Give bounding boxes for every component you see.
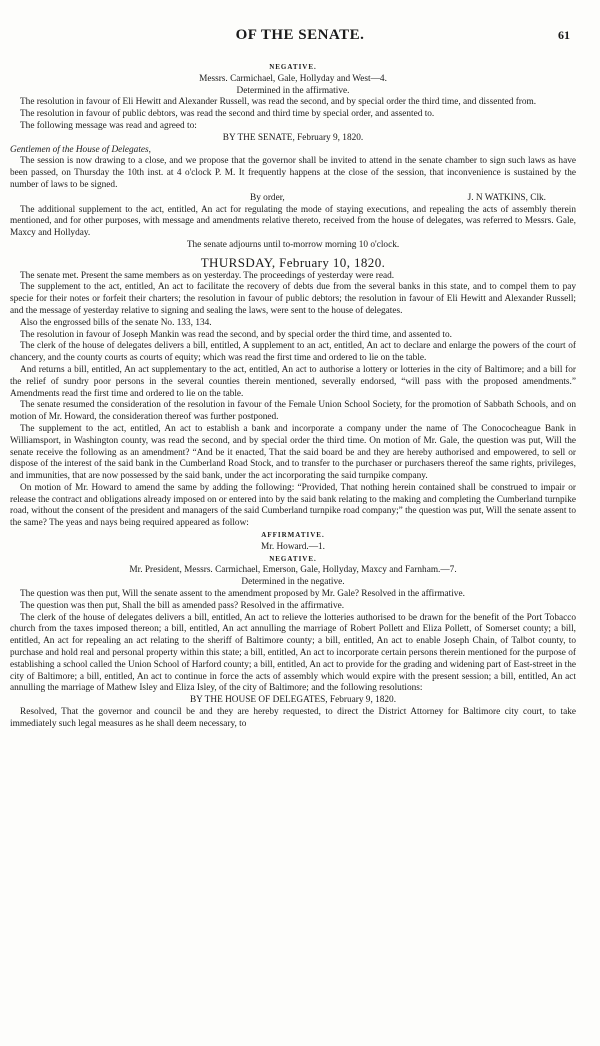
vote-result: Determined in the negative. [241,577,345,588]
paragraph: The supplement to the act, entitled, An act to facilitate the recovery of debts due from the several banks in this state, and to compel them to pay specie for their notes or forfeit their charters; the resolution in favour of public debtors; the resolution in favour of Eli Hewitt and Alexander Russell; and the message of yesterday relative to signing and sealing the laws, were sent to the house of delegates. [10,282,576,316]
message-dateline: BY THE SENATE, February 9, 1820. [222,132,364,143]
page-header [0,27,600,52]
paragraph: On motion of Mr. Howard to amend the same by adding the following: “Provided, That nothing herein contained shall be construed to impair or release the contract and obligations already imposed on or entered into by the said bank relating to the making and completing the Cumberland turnpike road, without the consent of the president and managers of the said Cumberland turnpike road company;” the question was put, Will the senate assent to the same? The yeas and nays being required appeared as follow: [10,482,576,529]
vote-names: Mr. Howard.—1. [260,541,326,552]
by-order: By order, [250,192,285,203]
paragraph: Resolved, That the governor and council be and they are hereby requested, to direct the District Attorney for Baltimore city court, to take immediately such legal measures as he shall deem necessary, to [10,707,576,729]
vote-heading-affirmative: AFFIRMATIVE. [261,531,325,540]
message-dateline: BY THE HOUSE OF DELEGATES, February 9, 1820. [189,695,397,706]
paragraph: Also the engrossed bills of the senate No. 133, 134. [20,317,212,328]
message-salutation: Gentlemen of the House of Delegates, [10,144,151,155]
page-number: 61 [558,28,570,42]
page-title: OF THE SENATE. [235,27,365,43]
vote-names: Messrs. Carmichael, Gale, Hollyday and West—4. [199,73,387,84]
paragraph: The question was then put, Will the senate assent to the amendment proposed by Mr. Gale? Resolved in the affirmative. [20,589,465,600]
paragraph: The resolution in favour of Eli Hewitt and Alexander Russell, was read the second, and by special order the third time, and dissented from. [20,97,537,108]
day-heading: THURSDAY, February 10, 1820. [200,254,386,270]
clerk-name: J. N WATKINS, Clk. [467,192,546,203]
vote-names: Mr. President, Messrs. Carmichael, Emerson, Gale, Hollyday, Maxcy and Farnham.—7. [129,565,457,576]
message-signature [10,193,576,205]
paragraph: The additional supplement to the act, entitled, An act for regulating the mode of staying executions, and repealing the acts of assembly therein mentioned, and for other purposes, with message and amendments relative thereto, received from the house of delegates, was referred to Messrs. Gale, Maxcy and Hollyday. [10,204,576,239]
vote-heading-negative: NEGATIVE. [269,63,317,71]
paragraph: And returns a bill, entitled, An act supplementary to the act, entitled, An act to authorise a lottery or lotteries in the city of Baltimore; and a bill for the relief of sundry poor persons in the several counties therein mentioned, severally endorsed, “will pass with the proposed amendments.” Amendments read the first time and ordered to lie on the table. [10,364,576,399]
paragraph: The following message was read and agreed to: [20,120,197,131]
vote-result: Determined in the affirmative. [236,85,350,96]
adjournment: The senate adjourns until to-morrow morning 10 o'clock. [186,239,400,250]
vote-heading-negative: NEGATIVE. [269,554,317,563]
page-body [10,62,576,731]
paragraph: The question was then put, Shall the bill as amended pass? Resolved in the affirmative. [20,600,345,611]
paragraph: The resolution in favour of Joseph Mankin was read the second, and by special order the third time, and assented to. [20,329,452,340]
paragraph: The senate resumed the consideration of the resolution in favour of the Female Union School Society, for the promotion of Sabbath Schools, and on motion of Mr. Howard, the consideration thereof was further postponed. [10,400,576,423]
paragraph: The clerk of the house of delegates delivers a bill, entitled, A supplement to an act, entitled, An act to declare and enlarge the powers of the court of chancery, and the county courts as courts of equity; which was read the first time and ordered to lie on the table. [10,341,576,364]
paragraph: The clerk of the house of delegates delivers a bill, entitled, An act to relieve the lotteries authorised to be drawn for the benefit of the Port Tobacco church from the taxes imposed thereon; a bill, entitled, An act annulling the marriage of Robert Pollett and Eliza Pollett, of Somerset county; a bill, entitled, An act for repealing an act relating to the sheriff of Baltimore county; a bill, entitled, An act to enable Joseph Chain, of Talbot county, to purchase and hold real and personal property within this state; a bill, entitled, An act to incorporate certain persons therein mentioned for the purpose of establishing a school called the Union School of Harford county; a bill, entitled, An act to provide for the grading and widening part of East-street in the city of Baltimore; a bill, entitled, An act to continue in force the acts of assembly which would expire with the present session; a bill, entitled, An act annulling the marriage of Mathew Isley and Eliza Isley, of the city of Baltimore; and the following resolutions: [10,612,576,694]
paragraph: The resolution in favour of public debtors, was read the second and third time by special order, and assented to. [20,109,435,120]
message-body: The session is now drawing to a close, and we propose that the governor shall be invited to attend in the senate chamber to sign such laws as have been passed, on Thursday the 10th inst. at 4 o'clock P. M. It frequently happens at the close of the session, that inconvenience is sustained by the number of laws to be signed. [10,156,576,190]
paragraph: The supplement to the act, entitled, An act to establish a bank and incorporate a company under the name of The Conococheague Bank in Williamsport, in Washington county, was read the second, and by special order the third time. On motion of Mr. Gale, the question was put, Will the senate receive the following as an amendment? “And be it enacted, That the said board be and they are hereby authorised and empowered, to sell or dispose of the interest of the said bank in the Cumberland Road Stock, and to transfer to the purchaser or purchasers thereof the same rights, privileges, and immunities, that are now possessed by the said bank, under the act incorporating the said turnpike company. [10,423,576,482]
paragraph: The senate met. Present the same members as on yesterday. The proceedings of yesterday were read. [20,270,395,281]
